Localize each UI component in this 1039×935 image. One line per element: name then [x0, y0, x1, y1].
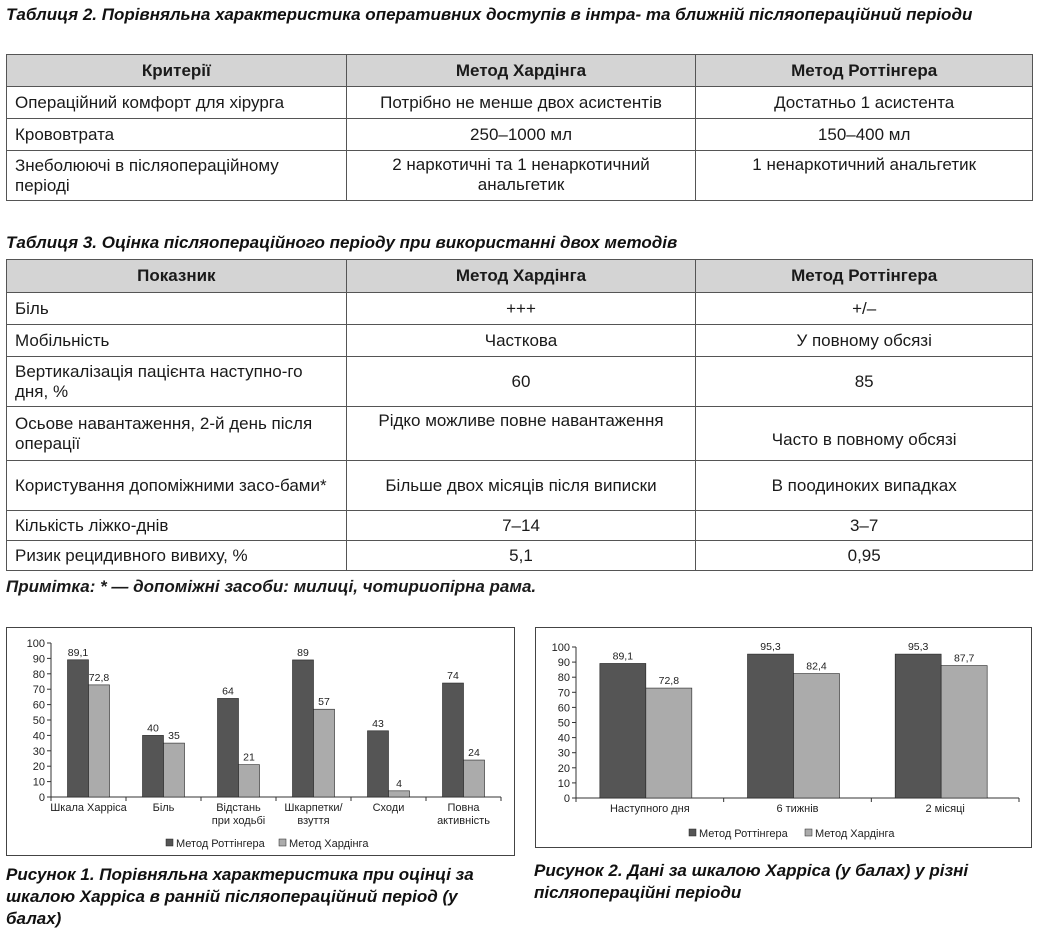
legend-swatch: [805, 829, 812, 836]
y-tick-label: 60: [32, 699, 45, 712]
bar: [293, 660, 314, 797]
legend-label: Метод Роттінгера: [699, 828, 788, 840]
table-cell: Достатньо 1 асистента: [696, 87, 1033, 119]
bar: [239, 765, 260, 797]
table-cell: Біль: [7, 293, 347, 325]
x-tick-label: Сходи: [372, 802, 405, 814]
table-row: [7, 151, 1033, 201]
y-tick-label: 80: [32, 668, 45, 681]
y-tick-label: 0: [38, 792, 45, 804]
x-tick-label: Біль: [152, 802, 175, 814]
table2-header-row: [7, 55, 1033, 87]
chart2-svg: [536, 628, 1031, 847]
table-cell: 60: [346, 357, 696, 407]
table-cell: В поодиноких випадках: [696, 461, 1033, 511]
table-cell: Більше двох місяців після виписки: [346, 461, 696, 511]
x-tick-label: 6 тижнів: [776, 803, 819, 815]
y-tick-label: 50: [557, 717, 570, 730]
x-tick-label: активність: [437, 815, 490, 827]
table-cell: +/–: [696, 293, 1033, 325]
table3-note: Примітка: * — допоміжні засоби: милиці, чотириопірна рама.: [6, 577, 537, 596]
table-row: [7, 511, 1033, 541]
bar: [794, 674, 840, 798]
bar: [68, 660, 89, 797]
y-tick-label: 50: [32, 715, 45, 727]
data-label: 74: [447, 670, 459, 683]
y-tick-label: 70: [32, 684, 45, 697]
bar: [464, 760, 485, 797]
table-cell: 7–14: [346, 511, 696, 541]
y-tick-label: 90: [32, 653, 45, 666]
data-label: 95,3: [907, 641, 929, 654]
table-cell: Часткова: [346, 325, 696, 357]
table3-header-harding: Метод Хардінга: [346, 260, 696, 293]
y-tick-label: 90: [557, 657, 570, 670]
data-label: 43: [372, 717, 384, 730]
bar: [143, 735, 164, 797]
table3: [6, 259, 1033, 571]
table-cell: Ризик рецидивного вивиху, %: [7, 541, 347, 571]
bar: [748, 654, 794, 798]
table-cell: Мобільність: [7, 325, 347, 357]
bar: [218, 698, 239, 797]
table-row: [7, 119, 1033, 151]
legend-swatch: [689, 829, 696, 836]
table-cell: Вертикалізація пацієнта наступно-го дня, %: [7, 357, 347, 407]
data-label: 35: [168, 730, 180, 743]
table-cell: Крововтрата: [7, 119, 347, 151]
table-cell: Користування допоміжними засо-бами*: [7, 461, 347, 511]
table-cell: Знеболюючі в післяопераційному періоді: [7, 151, 347, 201]
y-tick-label: 40: [557, 732, 570, 745]
table-cell: 1 ненаркотичний анальгетик: [696, 151, 1033, 201]
data-label: 24: [468, 747, 480, 760]
bar: [164, 743, 185, 797]
y-tick-label: 30: [32, 745, 45, 758]
bar: [368, 731, 389, 797]
data-label: 82,4: [806, 660, 827, 673]
data-label: 89: [297, 646, 309, 659]
table-cell: 150–400 мл: [696, 119, 1033, 151]
table-row: [7, 461, 1033, 511]
x-tick-label: Повна: [447, 802, 480, 814]
x-tick-label: при ходьбі: [211, 815, 266, 827]
legend-label: Метод Хардінга: [289, 838, 369, 850]
bar: [646, 688, 692, 798]
table-cell: Операційний комфорт для хірурга: [7, 87, 347, 119]
y-tick-label: 70: [557, 687, 570, 700]
data-label: 72,8: [658, 675, 680, 688]
chart1-box: [6, 627, 515, 856]
chart2-box: [535, 627, 1032, 848]
data-label: 95,3: [760, 641, 781, 654]
bar: [443, 683, 464, 797]
y-tick-label: 10: [557, 777, 570, 790]
table-cell: Рідко можливе повне навантаження: [346, 407, 696, 461]
data-label: 64: [222, 685, 234, 698]
table2: [6, 54, 1033, 201]
x-tick-label: Шкала Харріса: [50, 802, 127, 814]
y-tick-label: 0: [563, 793, 570, 805]
y-tick-label: 60: [557, 702, 570, 715]
x-tick-label: Наступного дня: [609, 803, 690, 815]
table-cell: У повному обсязі: [696, 325, 1033, 357]
data-label: 40: [147, 722, 159, 735]
y-tick-label: 30: [557, 747, 570, 760]
table-row: [7, 325, 1033, 357]
chart2-caption: Рисунок 2. Дані за шкалою Харріса (у балах) у різні післяопераційні періоди: [534, 861, 969, 902]
table3-caption: Таблиця 3. Оцінка післяопераційного періоду при використанні двох методів: [6, 233, 678, 252]
bar: [89, 685, 110, 797]
table3-header-row: [7, 260, 1033, 293]
table-cell: 85: [696, 357, 1033, 407]
table-row: [7, 87, 1033, 119]
table-row: [7, 407, 1033, 461]
table2-caption: Таблиця 2. Порівняльна характеристика оперативних доступів в інтра- та ближній післяопераційний періоди: [6, 5, 973, 24]
chart1-svg: [7, 628, 514, 855]
table-row: [7, 357, 1033, 407]
data-label: 72,8: [88, 671, 110, 684]
table-row: [7, 541, 1033, 571]
table3-header-rottinger: Метод Роттінгера: [696, 260, 1033, 293]
table-row: [7, 293, 1033, 325]
data-label: 57: [318, 696, 330, 709]
bar: [389, 791, 410, 797]
legend-swatch: [279, 839, 286, 846]
legend-swatch: [166, 839, 173, 846]
bar: [895, 654, 941, 798]
table2-header-harding: Метод Хардінга: [346, 55, 696, 87]
x-tick-label: Шкарпетки/: [284, 802, 343, 814]
table3-header-indicator: Показник: [7, 260, 347, 293]
chart1-caption: Рисунок 1. Порівняльна характеристика при оцінці за шкалою Харріса в ранній післяопераційний період (у балах): [6, 865, 474, 928]
data-label: 21: [243, 751, 255, 764]
table-cell: Часто в повному обсязі: [696, 407, 1033, 461]
table-cell: 0,95: [696, 541, 1033, 571]
y-tick-label: 80: [557, 672, 570, 685]
table-cell: Кількість ліжко-днів: [7, 511, 347, 541]
y-tick-label: 20: [557, 762, 570, 775]
table-cell: 250–1000 мл: [346, 119, 696, 151]
y-tick-label: 100: [551, 642, 570, 654]
data-label: 89,1: [67, 646, 89, 659]
x-tick-label: взуття: [297, 815, 330, 827]
x-tick-label: Відстань: [216, 802, 261, 814]
y-tick-label: 40: [32, 730, 45, 743]
y-tick-label: 10: [32, 776, 45, 789]
y-tick-label: 20: [32, 761, 45, 774]
table2-header-rottinger: Метод Роттінгера: [696, 55, 1033, 87]
table-cell: 5,1: [346, 541, 696, 571]
table-cell: Осьове навантаження, 2-й день після операції: [7, 407, 347, 461]
data-label: 87,7: [953, 652, 975, 665]
table-cell: 2 наркотичні та 1 ненаркотичний анальгетик: [346, 151, 696, 201]
data-label: 89,1: [612, 650, 634, 663]
table2-header-criteria: Критерії: [7, 55, 347, 87]
bar: [600, 663, 646, 798]
y-tick-label: 100: [26, 638, 45, 650]
legend-label: Метод Хардінга: [815, 828, 895, 840]
x-tick-label: 2 місяці: [925, 803, 965, 815]
table-cell: Потрібно не менше двох асистентів: [346, 87, 696, 119]
bar: [314, 709, 335, 797]
data-label: 4: [396, 777, 402, 790]
legend-label: Метод Роттінгера: [176, 838, 265, 850]
table-cell: +++: [346, 293, 696, 325]
table-cell: 3–7: [696, 511, 1033, 541]
bar: [941, 666, 987, 798]
